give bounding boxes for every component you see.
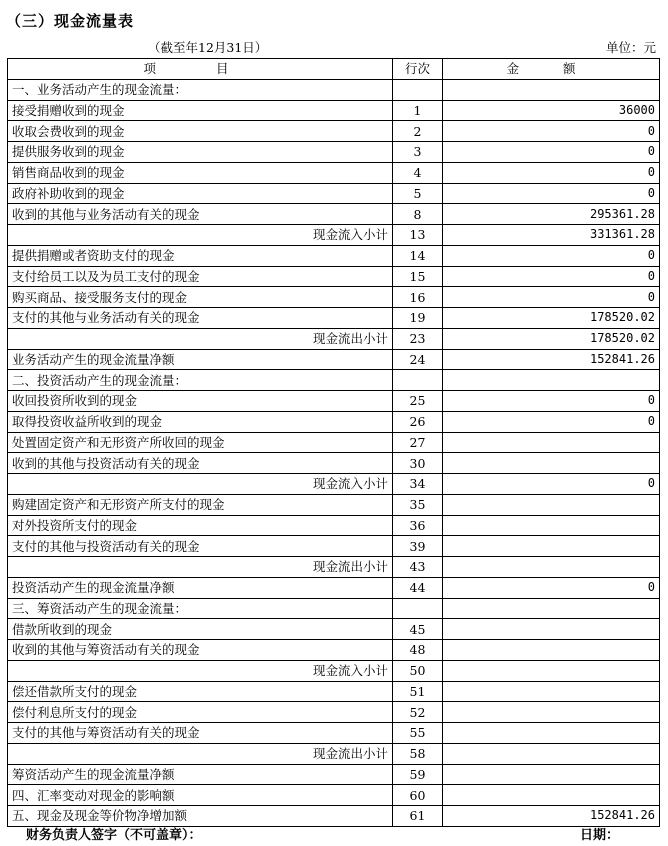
row-amount	[443, 619, 660, 640]
row-label: 接受捐赠收到的现金	[8, 100, 393, 121]
table-header-row	[8, 59, 660, 80]
date-label: 日期：	[580, 828, 620, 843]
row-label: 五、现金及现金等价物净增加额	[8, 806, 393, 827]
table-row	[8, 225, 660, 246]
table-row	[8, 349, 660, 370]
row-amount: 295361.28	[443, 204, 660, 225]
currency-unit: 单位：元	[605, 40, 656, 55]
row-number: 43	[393, 557, 443, 578]
row-number	[393, 79, 443, 100]
table-row	[8, 453, 660, 474]
table-row	[8, 142, 660, 163]
row-number: 15	[393, 266, 443, 287]
row-amount	[443, 723, 660, 744]
row-amount	[443, 370, 660, 391]
row-amount	[443, 79, 660, 100]
row-number: 55	[393, 723, 443, 744]
row-label: 业务活动产生的现金流量净额	[8, 349, 393, 370]
table-row	[8, 702, 660, 723]
table-row	[8, 557, 660, 578]
row-number: 34	[393, 474, 443, 495]
row-label: 现金流出小计	[8, 557, 393, 578]
row-label: 处置固定资产和无形资产所收回的现金	[8, 432, 393, 453]
row-amount	[443, 640, 660, 661]
table-row	[8, 619, 660, 640]
table-row	[8, 266, 660, 287]
row-amount: 0	[443, 474, 660, 495]
row-label: 支付给员工以及为员工支付的现金	[8, 266, 393, 287]
row-number: 23	[393, 328, 443, 349]
row-label: 收到的其他与筹资活动有关的现金	[8, 640, 393, 661]
table-row	[8, 681, 660, 702]
row-amount: 178520.02	[443, 308, 660, 329]
row-number: 1	[393, 100, 443, 121]
row-number: 16	[393, 287, 443, 308]
row-number: 3	[393, 142, 443, 163]
row-label: 收到的其他与投资活动有关的现金	[8, 453, 393, 474]
row-label: 筹资活动产生的现金流量净额	[8, 764, 393, 785]
row-number: 58	[393, 743, 443, 764]
row-number: 52	[393, 702, 443, 723]
row-label: 提供捐赠或者资助支付的现金	[8, 245, 393, 266]
row-label: 购买商品、接受服务支付的现金	[8, 287, 393, 308]
table-row	[8, 100, 660, 121]
table-row	[8, 515, 660, 536]
row-amount: 0	[443, 162, 660, 183]
row-amount: 178520.02	[443, 328, 660, 349]
row-amount	[443, 432, 660, 453]
row-label: 支付的其他与投资活动有关的现金	[8, 536, 393, 557]
row-amount	[443, 702, 660, 723]
row-label: 收回投资所收到的现金	[8, 391, 393, 412]
row-label: 销售商品收到的现金	[8, 162, 393, 183]
row-number: 39	[393, 536, 443, 557]
table-row	[8, 287, 660, 308]
table-row	[8, 183, 660, 204]
row-number: 26	[393, 411, 443, 432]
row-number: 45	[393, 619, 443, 640]
table-row	[8, 785, 660, 806]
table-row	[8, 308, 660, 329]
row-number: 27	[393, 432, 443, 453]
row-amount	[443, 598, 660, 619]
table-row	[8, 577, 660, 598]
row-number: 4	[393, 162, 443, 183]
table-row	[8, 245, 660, 266]
row-number: 36	[393, 515, 443, 536]
row-amount: 0	[443, 411, 660, 432]
row-label: 偿还借款所支付的现金	[8, 681, 393, 702]
table-row	[8, 121, 660, 142]
row-amount	[443, 536, 660, 557]
row-amount	[443, 515, 660, 536]
row-amount	[443, 494, 660, 515]
row-amount	[443, 743, 660, 764]
row-label: 现金流出小计	[8, 328, 393, 349]
row-number: 24	[393, 349, 443, 370]
row-amount: 36000	[443, 100, 660, 121]
table-row	[8, 494, 660, 515]
row-label: 政府补助收到的现金	[8, 183, 393, 204]
cash-flow-table	[7, 58, 660, 827]
row-label: 投资活动产生的现金流量净额	[8, 577, 393, 598]
row-label: 一、业务活动产生的现金流量：	[8, 79, 393, 100]
row-amount: 0	[443, 266, 660, 287]
table-row	[8, 391, 660, 412]
table-row	[8, 743, 660, 764]
row-number: 8	[393, 204, 443, 225]
row-amount: 0	[443, 287, 660, 308]
row-number: 14	[393, 245, 443, 266]
row-number: 5	[393, 183, 443, 204]
row-amount: 0	[443, 391, 660, 412]
row-label: 现金流入小计	[8, 225, 393, 246]
row-amount: 152841.26	[443, 349, 660, 370]
page-title: （三）现金流量表	[6, 12, 135, 30]
row-number: 35	[393, 494, 443, 515]
row-label: 借款所收到的现金	[8, 619, 393, 640]
row-number: 19	[393, 308, 443, 329]
row-amount	[443, 660, 660, 681]
row-amount: 0	[443, 142, 660, 163]
table-row	[8, 432, 660, 453]
row-amount	[443, 453, 660, 474]
row-amount: 0	[443, 121, 660, 142]
row-number: 51	[393, 681, 443, 702]
row-label: 购建固定资产和无形资产所支付的现金	[8, 494, 393, 515]
period-subtitle: （截至年12月31日）	[148, 40, 268, 55]
row-label: 三、筹资活动产生的现金流量：	[8, 598, 393, 619]
row-label: 收取会费收到的现金	[8, 121, 393, 142]
table-row	[8, 474, 660, 495]
row-label: 支付的其他与筹资活动有关的现金	[8, 723, 393, 744]
header-amount: 金 额	[443, 59, 660, 80]
row-amount	[443, 785, 660, 806]
table-row	[8, 598, 660, 619]
row-label: 支付的其他与业务活动有关的现金	[8, 308, 393, 329]
header-item: 项 目	[8, 59, 393, 80]
table-body	[8, 79, 660, 826]
row-amount: 0	[443, 245, 660, 266]
table-row	[8, 723, 660, 744]
row-number: 30	[393, 453, 443, 474]
table-row	[8, 764, 660, 785]
row-amount: 0	[443, 183, 660, 204]
row-amount	[443, 681, 660, 702]
table-row	[8, 328, 660, 349]
row-number: 59	[393, 764, 443, 785]
row-number: 50	[393, 660, 443, 681]
row-label: 现金流入小计	[8, 660, 393, 681]
row-number: 60	[393, 785, 443, 806]
row-amount	[443, 764, 660, 785]
row-number	[393, 598, 443, 619]
row-label: 四、汇率变动对现金的影响额	[8, 785, 393, 806]
table-row	[8, 204, 660, 225]
table-row	[8, 370, 660, 391]
table-row	[8, 660, 660, 681]
row-label: 二、投资活动产生的现金流量：	[8, 370, 393, 391]
row-label: 现金流入小计	[8, 474, 393, 495]
table-row	[8, 411, 660, 432]
table-row	[8, 640, 660, 661]
row-number: 2	[393, 121, 443, 142]
row-number: 13	[393, 225, 443, 246]
table-row	[8, 536, 660, 557]
header-row-no: 行次	[393, 59, 443, 80]
row-label: 对外投资所支付的现金	[8, 515, 393, 536]
table-row	[8, 79, 660, 100]
signature-label: 财务负责人签字（不可盖章）：	[26, 828, 202, 843]
row-amount	[443, 557, 660, 578]
row-label: 收到的其他与业务活动有关的现金	[8, 204, 393, 225]
row-number: 61	[393, 806, 443, 827]
row-amount: 152841.26	[443, 806, 660, 827]
row-amount: 0	[443, 577, 660, 598]
row-number	[393, 370, 443, 391]
row-label: 提供服务收到的现金	[8, 142, 393, 163]
row-label: 取得投资收益所收到的现金	[8, 411, 393, 432]
table-row	[8, 162, 660, 183]
row-label: 偿付利息所支付的现金	[8, 702, 393, 723]
row-amount: 331361.28	[443, 225, 660, 246]
row-number: 48	[393, 640, 443, 661]
row-number: 25	[393, 391, 443, 412]
row-number: 44	[393, 577, 443, 598]
row-label: 现金流出小计	[8, 743, 393, 764]
